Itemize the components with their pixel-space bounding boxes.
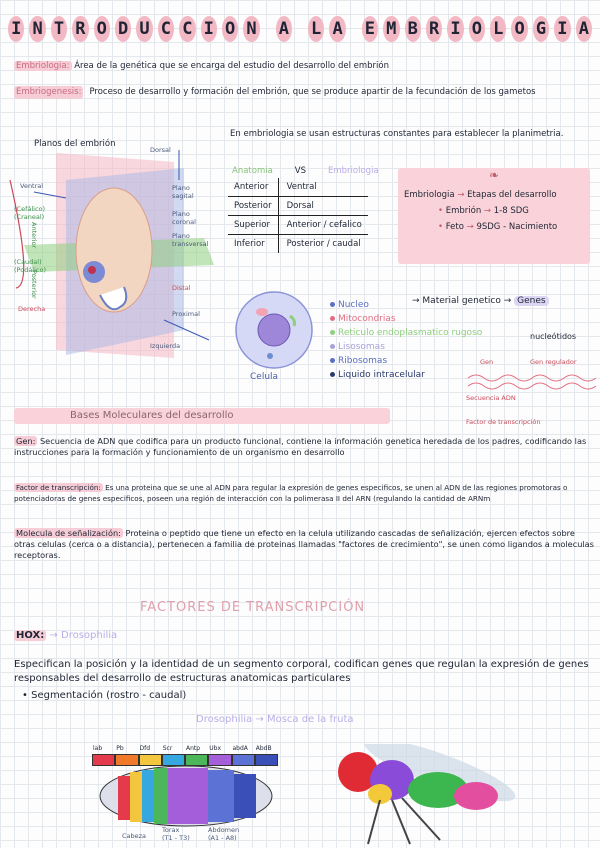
cell-part-item <box>330 312 482 326</box>
bases-heading: Bases Moleculares del desarrollo <box>14 408 390 424</box>
def-embriologia <box>14 60 594 73</box>
embryo-eye-inner <box>88 266 96 274</box>
arrow-icon: → <box>49 630 58 641</box>
title-letter: O <box>469 16 485 42</box>
larva-seg-3 <box>142 770 154 822</box>
label-plano-coronal: Plano coronal <box>172 210 196 226</box>
comparison-right-head: Embriologia <box>328 166 379 176</box>
cell-part-item <box>330 340 482 354</box>
arrow-icon: → <box>255 714 264 725</box>
comparison-anatomy-cell: Superior <box>228 216 278 235</box>
bow-icon: ❧ <box>488 168 500 182</box>
title-letter: E <box>362 16 378 42</box>
base-text: Es una proteina que se une al ADN para regular la expresión de genes especificos, se unen al ADN de las regiones promotoras o potenciadoras de genes especificos, poseen una región de interacción con la polimerasa II del ARN (regulando la cantidad de ARNm <box>14 483 568 503</box>
base-definition <box>14 436 596 458</box>
drosophila-from: Drosophilia <box>196 714 253 725</box>
cell-part-item <box>330 354 482 368</box>
factor-label: Factor de transcripción <box>466 418 541 426</box>
arrow-icon: → <box>483 206 492 216</box>
hox-gene-label: Ubx <box>209 745 222 752</box>
larva-seg-2 <box>130 772 142 822</box>
material-genetico-text: Material genetico <box>422 296 501 306</box>
label-izquierda: Izquierda <box>150 342 181 350</box>
comparison-row <box>228 216 368 235</box>
dna-strand-2 <box>468 383 596 389</box>
gen-label: Gen <box>480 358 494 366</box>
cell-part-item <box>330 368 482 382</box>
cell-mitochondria <box>256 308 268 316</box>
cell-part-label: Ribosomas <box>338 356 388 366</box>
arrow-icon: → <box>466 222 474 232</box>
factores-heading: FACTORES DE TRANSCRIPCIÓN <box>140 600 366 615</box>
def-embriogenesis <box>14 86 594 99</box>
bullet-icon <box>330 344 335 349</box>
title-letter: A <box>576 16 592 42</box>
title-letter: T <box>51 16 67 42</box>
comparison-anatomy-cell: Anterior <box>228 178 278 197</box>
cell-nucleus <box>258 314 290 346</box>
hox-gene-label: lab <box>93 745 103 752</box>
fly-leg-1 <box>368 800 380 844</box>
larva-seg-4 <box>154 768 168 824</box>
title-letter <box>265 16 271 42</box>
nucleotidos-label: nucleótidos <box>530 332 577 341</box>
hox-bullet-row <box>22 690 186 701</box>
bullet-icon <box>330 330 335 335</box>
hox-gene-label: Pb <box>116 745 124 752</box>
title-letter: A <box>329 16 345 42</box>
cell-part-label: Mitocondrias <box>338 314 396 324</box>
title-letter: I <box>201 16 217 42</box>
hox-gene-label: Dfd <box>139 745 151 752</box>
comparison-vs: VS <box>294 166 307 176</box>
hox-term: HOX: <box>16 630 45 641</box>
title-letter <box>351 16 357 42</box>
cell-part-label: Liquido intracelular <box>338 370 425 380</box>
label-ventral: Ventral <box>20 182 44 190</box>
cell-part-label: Lisosomas <box>338 342 385 352</box>
label-plano-sagital: Plano sagital <box>172 184 194 200</box>
title-letter: I <box>8 16 24 42</box>
genes-label: Genes <box>514 296 548 306</box>
fly-abdomen-2 <box>454 782 498 810</box>
base-term: Molecula de señalización: <box>16 528 121 538</box>
bullet-icon <box>330 372 335 377</box>
term-embriogenesis: Embriogenesis: <box>16 87 82 97</box>
planos-heading-text: Planos del embrión <box>34 139 116 149</box>
cell-parts-list <box>330 298 482 382</box>
label-caudal: (Caudal) (Podálico) <box>14 258 47 274</box>
title-letter: R <box>72 16 88 42</box>
stages-row-1 <box>404 190 590 200</box>
title-letter: B <box>405 16 421 42</box>
hox-bullet: Segmentación (rostro - caudal) <box>31 690 187 701</box>
material-genetico <box>412 296 549 306</box>
bullet-icon <box>330 358 335 363</box>
base-text: Proteina o peptido que tiene un efecto en la celula utilizando cascadas de señalización, ejercen efectos sobre otras celulas (cerca o a distancia), pertenecen a familia de proteinas llamadas "factores de crecimiento", se unen como ligandos a moleculas receptoras. <box>14 528 594 560</box>
comparison-row <box>228 235 368 254</box>
text-embriogenesis: Proceso de desarrollo y formación del embrión, que se produce apartir de la fecundación de los gametos <box>89 87 536 97</box>
cell-part-label: Reticulo endoplasmatico rugoso <box>338 328 483 338</box>
cell-part-label: Nucleo <box>338 300 369 310</box>
larva-torax: Torax (T1 - T3) <box>162 826 190 842</box>
label-posterior: Posterior <box>30 270 38 299</box>
comparison-embryo-cell: Anterior / cefalico <box>278 216 368 235</box>
label-dorsal: Dorsal <box>150 146 171 154</box>
stages-box <box>398 168 590 264</box>
larva-seg-6 <box>208 770 234 822</box>
comparison-row <box>228 197 368 216</box>
title-letter: U <box>136 16 152 42</box>
title-letter: G <box>533 16 549 42</box>
base-definition <box>14 482 596 504</box>
fly-leg-2 <box>392 800 410 844</box>
title-letter: M <box>383 16 399 42</box>
title-letter: L <box>490 16 506 42</box>
fruit-fly-illustration <box>330 744 550 848</box>
base-term: Factor de transcripción: <box>16 483 101 492</box>
hox-gene-label: AbdB <box>255 745 272 752</box>
comparison-embryo-cell: Dorsal <box>278 197 368 216</box>
bullet-icon: • <box>438 222 444 232</box>
stages-left: Embriologia <box>404 190 455 200</box>
arrow-icon: → <box>503 296 512 306</box>
comparison-left-head: Anatomia <box>232 166 273 176</box>
title-letter: N <box>243 16 259 42</box>
stage-embrion-range: 1-8 SDG <box>493 206 529 216</box>
page-title <box>8 12 592 46</box>
comparison-anatomy-cell: Inferior <box>228 235 278 254</box>
stages-right: Etapas del desarrollo <box>467 190 557 200</box>
hox-text: Especifican la posición y la identidad de un segmento corporal, codifican genes que regulan la expresión de genes responsables del desarrollo de estructuras anatomicas particulares <box>14 659 589 684</box>
hox-gene-label: abdA <box>232 745 248 752</box>
larva-seg-1 <box>118 776 130 820</box>
bullet-icon: • <box>22 690 28 701</box>
hox-arrow-to: Drosophilia <box>61 630 118 641</box>
drosophila-to: Mosca de la fruta <box>266 714 354 725</box>
larva-abdomen: Abdomen (A1 - A8) <box>208 826 240 842</box>
secuencia-label: Secuencia ADN <box>466 394 516 402</box>
dna-strand-1 <box>468 375 596 381</box>
bullet-icon <box>330 302 335 307</box>
cell-part-item <box>330 326 482 340</box>
hox-gene-label: Scr <box>162 745 173 752</box>
label-proximal: Proximal <box>172 310 200 318</box>
title-letter: A <box>276 16 292 42</box>
comparison-row <box>228 178 368 197</box>
larva-cabeza: Cabeza <box>122 832 147 840</box>
title-letter: O <box>511 16 527 42</box>
stages-row-feto <box>438 222 590 232</box>
comparison-embryo-cell: Ventral <box>278 178 368 197</box>
label-plano-transversal: Plano transversal <box>172 232 209 248</box>
title-letter: N <box>29 16 45 42</box>
comparison-embryo-cell: Posterior / caudal <box>286 239 361 249</box>
title-letter <box>297 16 303 42</box>
cell-diagram <box>228 290 328 376</box>
arrow-icon: → <box>457 190 465 200</box>
arrow-icon: → <box>412 296 420 306</box>
hox-gene-label: Antp <box>186 745 201 752</box>
title-letter: O <box>94 16 110 42</box>
bullet-icon <box>330 316 335 321</box>
title-letter: L <box>308 16 324 42</box>
larva-seg-7 <box>234 774 256 818</box>
dna-sequence-diagram <box>466 366 596 396</box>
bullet-icon: • <box>438 206 444 216</box>
cell-ribosome <box>267 353 273 359</box>
title-letter: D <box>115 16 131 42</box>
comparison-table <box>228 166 379 253</box>
title-letter: C <box>179 16 195 42</box>
intro-text: En embriologia se usan estructuras constantes para establecer la planimetria. <box>230 129 564 139</box>
stage-feto-range: 9SDG - Nacimiento <box>476 222 558 232</box>
hox-row <box>14 630 117 641</box>
cell-label: Celula <box>250 372 279 382</box>
title-letter: I <box>554 16 570 42</box>
base-definition <box>14 528 596 561</box>
larva-seg-5 <box>168 768 208 824</box>
larva-diagram <box>96 762 276 836</box>
comparison-anatomy-cell: Posterior <box>228 197 278 216</box>
comparison-header <box>228 166 379 176</box>
stage-feto: Feto <box>445 222 464 232</box>
text-embriologia: Área de la genética que se encarga del estudio del desarrollo del embrión <box>74 61 390 71</box>
label-anterior: Anterior <box>30 222 38 249</box>
embryo-planes-diagram <box>4 140 229 365</box>
stage-embrion: Embrión <box>445 206 482 216</box>
title-letter: O <box>222 16 238 42</box>
base-text: Secuencia de ADN que codifica para un producto funcional, contiene la información genetica heredada de los padres, codificando las instrucciones para la formación y funcionamiento de un organismo en desarrollo <box>14 436 587 457</box>
title-letter: I <box>447 16 463 42</box>
drosophila-row <box>196 714 354 725</box>
title-letter: R <box>426 16 442 42</box>
gen-regulador-label: Gen regulador <box>530 358 577 366</box>
term-embriologia: Embriologia: <box>16 61 70 71</box>
label-derecha: Derecha <box>18 305 46 313</box>
comparison-grid <box>228 178 368 253</box>
title-letter: C <box>158 16 174 42</box>
base-term: Gen: <box>16 436 36 446</box>
label-cefalico: (Cefálico) (Craneal) <box>14 205 46 221</box>
stages-row-embrion <box>438 206 590 216</box>
label-distal: Distal <box>172 284 191 292</box>
